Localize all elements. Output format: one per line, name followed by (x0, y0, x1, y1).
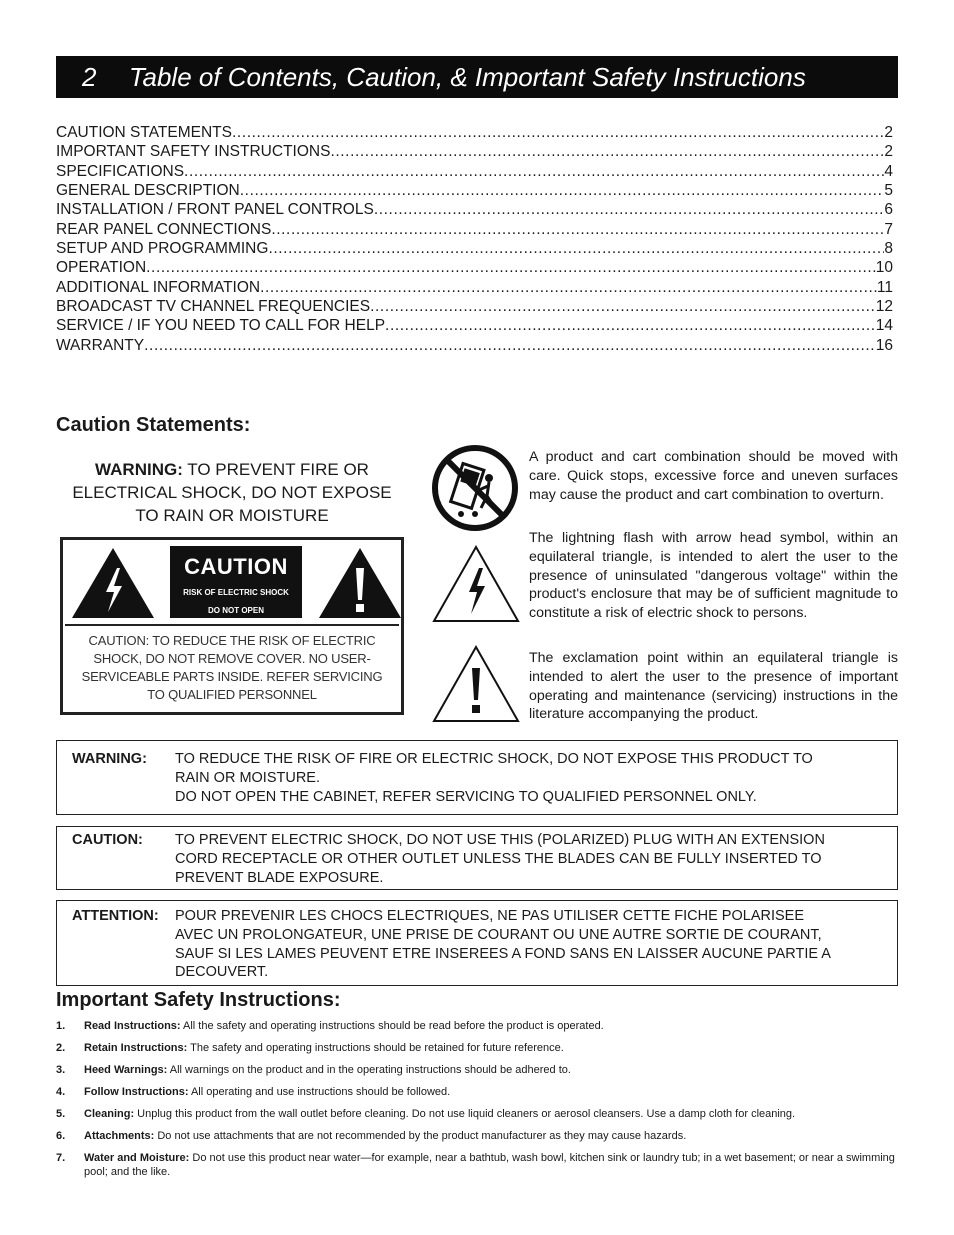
caution-box-text: TO PREVENT ELECTRIC SHOCK, DO NOT USE THIS (POLARIZED) PLUG WITH AN EXTENSION CORD RECEPTACLE OR OTHER OUTLET UNLESS THE BLADES CAN BE FULLY INSERTED TO PREVENT BLADE EXPOSURE. (175, 832, 825, 886)
toc-entry-caution-statements[interactable]: CAUTION STATEMENTS ..... 2 (56, 123, 893, 142)
toc-leader (385, 316, 876, 335)
warning-box (56, 740, 898, 815)
toc-leader (271, 220, 884, 239)
caution-box-label: CAUTION: (72, 832, 143, 848)
toc-leader (144, 336, 876, 355)
toc-leader (370, 297, 876, 316)
attention-box-label: ATTENTION: (72, 908, 159, 924)
cart-warning-text: A product and cart combination should be moved with care. Quick stops, excessive force and uneven surfaces may cause the product and cart combination to overturn. (529, 449, 898, 503)
toc-entry-service[interactable]: SERVICE / IF YOU NEED TO CALL FOR HELP ..... 14 (56, 316, 893, 335)
warning-box-text: TO REDUCE THE RISK OF FIRE OR ELECTRIC SHOCK, DO NOT EXPOSE THIS PRODUCT TO RAIN OR MOISTURE. DO NOT OPEN THE CABINET, REFER SERVICING TO QUALIFIED PERSONNEL ONLY. (175, 751, 813, 805)
exclamation-symbol-text: The exclamation point within an equilateral triangle is intended to alert the user to the presence of important operating and maintenance (servicing) instructions in the literature accompanying the product. (529, 650, 898, 723)
toc-entry-operation[interactable]: OPERATION ..... 10 (56, 258, 893, 277)
toc-leader (146, 258, 876, 277)
exclamation-triangle-icon (431, 644, 521, 724)
page-header (56, 56, 898, 98)
caution-label-image (60, 537, 404, 715)
toc-entry-warranty[interactable]: WARRANTY ..... 16 (56, 336, 893, 355)
exclamation-triangle-icon (317, 546, 403, 620)
toc-entry-additional-info[interactable]: ADDITIONAL INFORMATION ..... 11 (56, 278, 893, 297)
toc-entry-broadcast[interactable]: BROADCAST TV CHANNEL FREQUENCIES ..... 12 (56, 297, 893, 316)
caution-box (56, 826, 898, 890)
toc-entry-specifications[interactable]: SPECIFICATIONS ..... 4 (56, 162, 893, 181)
toc-entry-setup[interactable]: SETUP AND PROGRAMMING ..... 8 (56, 239, 893, 258)
table-of-contents (56, 123, 893, 355)
lightning-triangle-icon (70, 546, 156, 620)
warning-box-label: WARNING: (72, 751, 147, 767)
toc-leader (374, 200, 885, 219)
lightning-triangle-icon (431, 544, 521, 624)
toc-leader (240, 181, 885, 200)
caution-statements-heading: Caution Statements: (56, 414, 251, 436)
toc-leader (184, 162, 884, 181)
warning-text: TO PREVENT FIRE OR ELECTRICAL SHOCK, DO NOT EXPOSE TO RAIN OR MOISTURE (72, 460, 392, 525)
attention-box (56, 900, 898, 986)
toc-leader (268, 239, 884, 258)
caution-label-text: CAUTION: TO REDUCE THE RISK OF ELECTRIC SHOCK, DO NOT REMOVE COVER. NO USER- SERVICEABLE PARTS INSIDE. REFER SERVICING TO QUALIFIED PERSONNEL (81, 633, 383, 702)
toc-leader (232, 123, 884, 142)
toc-entry-rear-panel[interactable]: REAR PANEL CONNECTIONS ..... 7 (56, 220, 893, 239)
toc-leader (330, 142, 884, 161)
toc-entry-installation[interactable]: INSTALLATION / FRONT PANEL CONTROLS ..... 6 (56, 200, 893, 219)
lightning-symbol-text: The lightning flash with arrow head symbol, within an equilateral triangle, is intended to alert the user to the presence of uninsulated "dangerous voltage" within the product's enclosure that may be of sufficient magnitude to constitute a risk of electric shock to persons. (529, 530, 898, 622)
toc-entry-important-safety[interactable]: IMPORTANT SAFETY INSTRUCTIONS ..... 2 (56, 142, 893, 161)
cart-tipover-icon (431, 444, 519, 532)
page-number: 2 (82, 62, 97, 92)
caution-label-top (65, 542, 399, 626)
safety-instructions-heading: Important Safety Instructions: (56, 989, 341, 1011)
warning-label: WARNING: (95, 460, 183, 479)
page-title: Table of Contents, Caution, & Important Safety Instructions (129, 62, 806, 92)
toc-leader (260, 278, 877, 297)
toc-entry-general-description[interactable]: GENERAL DESCRIPTION ..... 5 (56, 181, 893, 200)
attention-box-text: POUR PREVENIR LES CHOCS ELECTRIQUES, NE PAS UTILISER CETTE FICHE POLARISEE AVEC UN PROLONGATEUR, UNE PRISE DE COURANT OU UNE AUTRE SORTIE DE COURANT, SAUF SI LES LAMES PEUVENT ETRE INSEREES A FOND SANS EN LAISSER AUCUNE PARTIE A DECOUVERT. (175, 908, 831, 981)
caution-label-center: CAUTION RISK OF ELECTRIC SHOCK DO NOT OPEN (170, 546, 302, 618)
warning-notice (64, 458, 400, 527)
